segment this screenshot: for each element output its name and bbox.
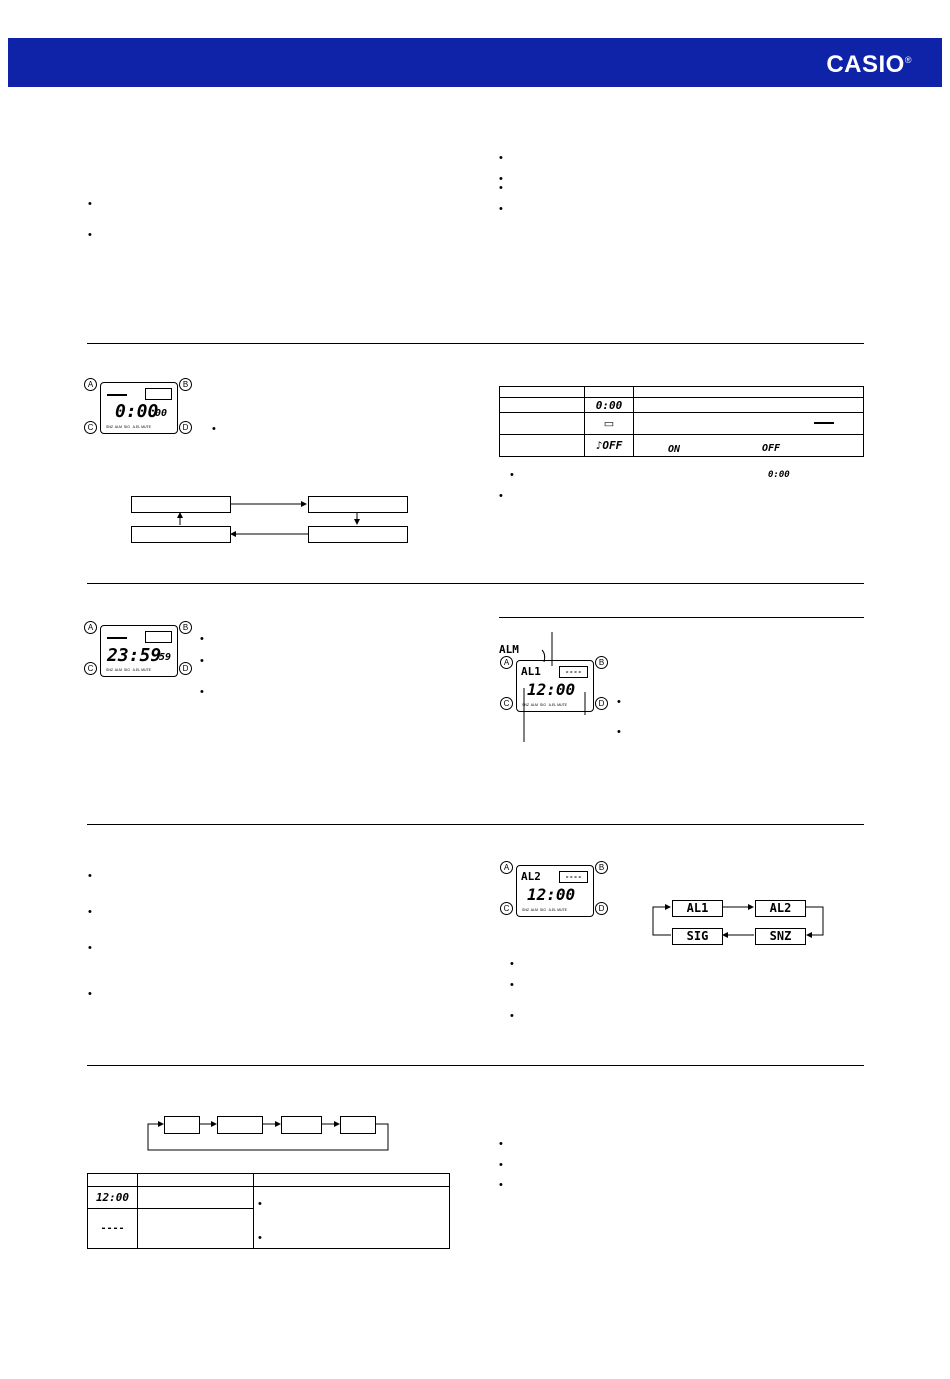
- bullet: •: [499, 490, 503, 502]
- bullet: •: [88, 988, 92, 1000]
- watch-face: [100, 382, 178, 434]
- bullet: •: [499, 203, 503, 215]
- mode-indicators: SNZ ALM SIG A.EL MUTE: [522, 908, 567, 912]
- button-c-label: C: [84, 662, 97, 675]
- time-digits: 23:59: [107, 645, 162, 666]
- alarm-dashes: ----: [559, 871, 588, 883]
- cycle-arrows: [645, 895, 835, 950]
- button-b-label: B: [595, 656, 608, 669]
- bullet: •: [88, 942, 92, 954]
- mode-indicators: SNZ ALM SIG A.EL MUTE: [106, 425, 151, 429]
- off-text: OFF: [762, 443, 781, 454]
- bullet: •: [88, 198, 92, 210]
- bullet: •: [617, 696, 621, 708]
- button-a-label: A: [500, 656, 513, 669]
- alarm-indicator: AL2: [521, 870, 541, 883]
- bullet: •: [88, 906, 92, 918]
- main-digits: 0:00: [115, 401, 159, 422]
- bullet: •: [499, 1159, 503, 1171]
- alarm-time-digits: 12:00: [527, 885, 576, 904]
- button-d-label: D: [179, 421, 192, 434]
- header-bar: [8, 38, 942, 87]
- cycle-box-al2: AL2: [755, 900, 806, 917]
- bullet: •: [510, 979, 514, 991]
- arrow-icon: [814, 422, 834, 424]
- alarm-dashes: ----: [559, 666, 588, 678]
- mode-indicators: SNZ ALM SIG A.EL MUTE: [106, 668, 151, 672]
- bullet: •: [499, 152, 503, 164]
- bullet: •: [200, 633, 204, 645]
- flow-arrows-bottom: [140, 1110, 400, 1155]
- bullet: •: [499, 1138, 503, 1150]
- bullet: •: [499, 1179, 503, 1191]
- on-text: ON: [668, 444, 681, 455]
- section-divider: [87, 824, 864, 825]
- sub-display: [145, 388, 172, 400]
- bullet: •: [88, 229, 92, 241]
- bullet: •: [258, 1198, 262, 1210]
- alarm-table: [87, 1173, 450, 1249]
- bullet: •: [88, 870, 92, 882]
- button-a-label: A: [84, 621, 97, 634]
- button-a-label: A: [84, 378, 97, 391]
- watch-setting-illustration: [84, 378, 194, 438]
- alm-label: ALM: [499, 643, 519, 656]
- bullet: •: [200, 655, 204, 667]
- button-d-label: D: [595, 697, 608, 710]
- button-b-label: B: [179, 378, 192, 391]
- button-b-label: B: [595, 861, 608, 874]
- bullet: •: [499, 173, 503, 185]
- bullet: •: [258, 1232, 262, 1244]
- button-c-label: C: [500, 697, 513, 710]
- watch-face: [516, 865, 594, 917]
- section-divider: [87, 583, 864, 584]
- arrow-icon: [107, 394, 127, 396]
- sub-display: [145, 631, 172, 643]
- tone-indicator: 0:00: [585, 398, 634, 413]
- arrow-icon: [107, 637, 127, 639]
- light-indicator-icon: ▭: [585, 413, 634, 435]
- watch-face: [516, 660, 594, 712]
- cycle-box-al1: AL1: [672, 900, 723, 917]
- button-d-label: D: [179, 662, 192, 675]
- section-divider: [499, 617, 864, 618]
- bullet: •: [510, 469, 514, 481]
- note-indicator: 0:00: [768, 470, 790, 480]
- button-c-label: C: [500, 902, 513, 915]
- cycle-box-sig: SIG: [672, 928, 723, 945]
- bullet: •: [510, 1010, 514, 1022]
- alarm-time-cell: 12:00: [88, 1187, 138, 1209]
- button-c-label: C: [84, 421, 97, 434]
- button-d-label: D: [595, 902, 608, 915]
- watch-alarm-illustration: [500, 656, 610, 716]
- casio-logo: CASIO®: [826, 51, 912, 78]
- watch-timekeeping-illustration: [84, 621, 194, 681]
- bullet: •: [200, 686, 204, 698]
- cycle-box-snz: SNZ: [755, 928, 806, 945]
- bullet: •: [212, 423, 216, 435]
- bullet: •: [617, 726, 621, 738]
- bullet: •: [499, 182, 503, 194]
- settings-table: [499, 386, 864, 457]
- seconds-digits: 59: [159, 652, 172, 663]
- seconds-digits: 00: [155, 408, 168, 419]
- button-a-label: A: [500, 861, 513, 874]
- alarm-dashes-cell: ----: [88, 1209, 138, 1249]
- watch-alarm2-illustration: [500, 861, 610, 921]
- section-divider: [87, 1065, 864, 1066]
- flow-arrows: [120, 490, 420, 550]
- alarm-time-digits: 12:00: [527, 680, 576, 699]
- bullet: •: [510, 958, 514, 970]
- watch-face: [100, 625, 178, 677]
- section-divider: [87, 343, 864, 344]
- mode-indicators: SNZ ALM SIG A.EL MUTE: [522, 703, 567, 707]
- button-b-label: B: [179, 621, 192, 634]
- sound-indicator: ♪OFF: [585, 435, 634, 457]
- alarm-indicator: AL1: [521, 665, 541, 678]
